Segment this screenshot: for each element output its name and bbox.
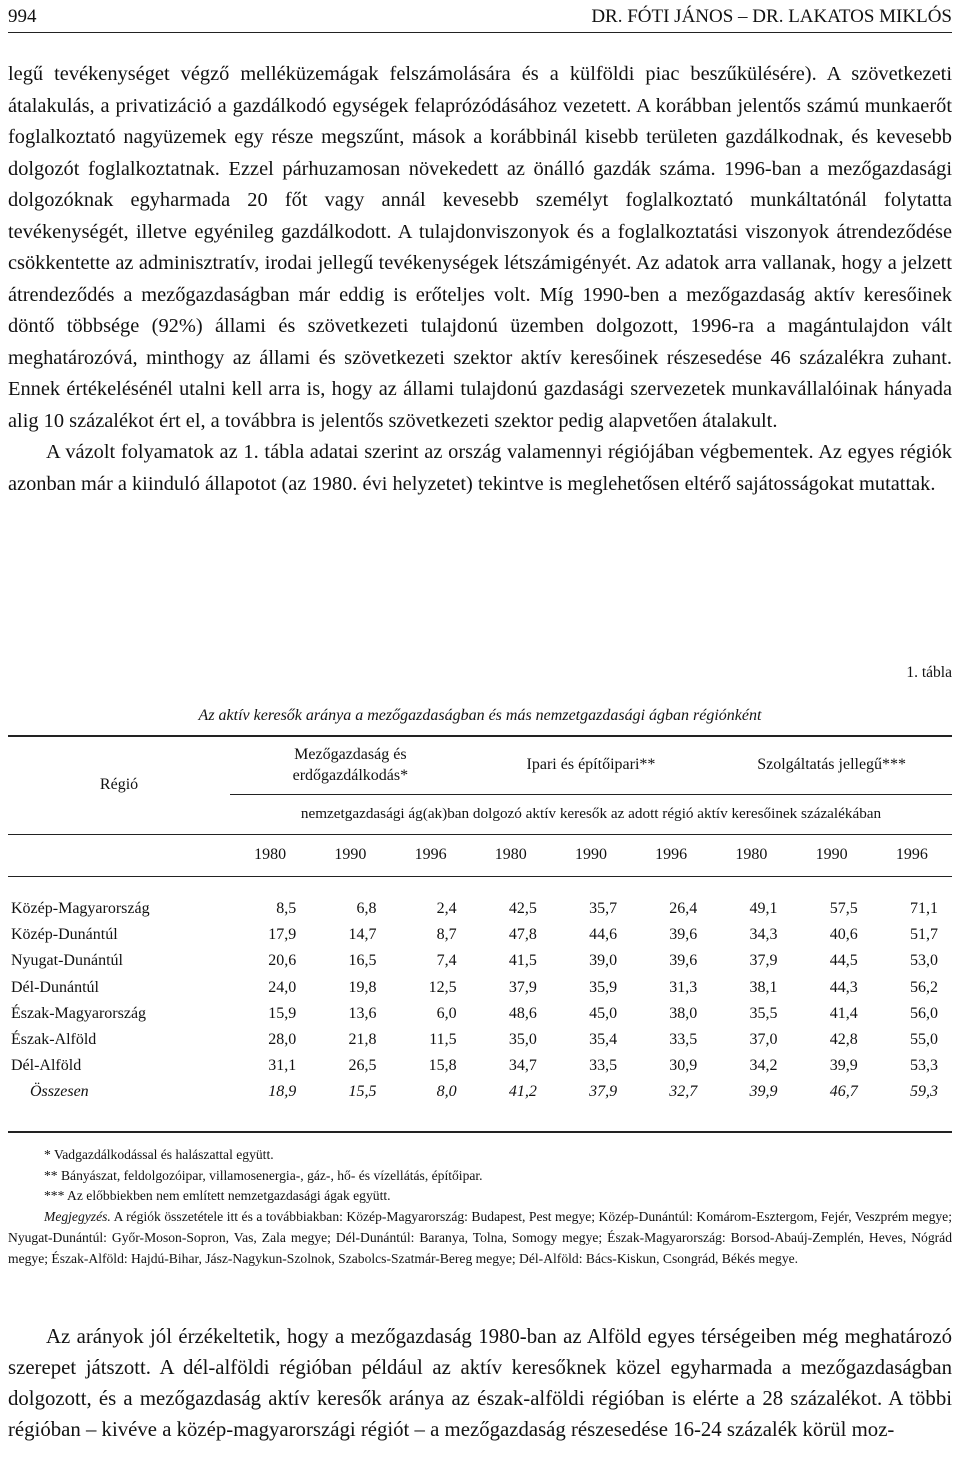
table-row [8, 975, 952, 1001]
table-cell: 24,0 [268, 978, 297, 996]
table-cell: 35,7 [589, 900, 618, 918]
table-cell: 2,4 [436, 900, 457, 918]
year-header: 1990 [334, 846, 367, 863]
table-cell: 15,9 [268, 1004, 297, 1022]
note-label: Megjegyzés. [44, 1209, 111, 1225]
table-row [8, 1027, 952, 1053]
page-number: 994 [8, 6, 37, 27]
running-head-authors: DR. FÓTI JÁNOS – DR. LAKATOS MIKLÓS [591, 6, 952, 27]
table-cell: 47,8 [508, 926, 537, 944]
paragraph: legű tevékenységet végző melléküzemágak felszámolására és a külföldi piac beszűkülésére). A szövetkezeti átalakulás, a privatizáció a gazdálkodó egységek felaprózódásához vezetett. A korábban jelentős számú munkaerőt foglalkoztató nagyüzemek egy része megszűnt, mások a korábbinál kisebb területen gazdálkodnak, és kevesebb dolgozót foglalkoztatnak. Ezzel párhuzamosan növekedett az önálló gazdák száma. 1996-ban a mezőgazdasági dolgozóknak egyharmada 20 főt vagy annál kevesebb személyt foglalkoztató munkáltatónál folytatta tevékenységét, illetve egyénileg gazdálkodott. A tulajdonviszonyok és a foglalkoztatási viszonyok átrendeződése csökkentette az adminisztratív, irodai jellegű tevékenységek létszámigényét. Az adatok arra vallanak, hogy a jelzett átrendeződés a mezőgazdaságban már eddig is erőteljes volt. Míg 1990-ben a mezőgazdaság aktív keresőinek döntő többsége (92%) állami és szövetkezeti tulajdonú üzemben dolgozott, 1996-ra a magántulajdon vált meghatározóvá, minthogy az állami és szövetkezeti szektor aktív keresőinek részesedése 46 százalékra zuhant. Ennek értékelésénél utalni kell arra is, hogy az állami tulajdonú gazdasági szervezetek munkavállalóinak hányada alig 10 százalékot ért el, a továbbra is jelentős szövetkezeti szektor pedig alapvetően átalakult. [8, 63, 952, 432]
table-cell: 30,9 [669, 1057, 698, 1075]
table-cell: 42,5 [508, 900, 537, 918]
table-cell: 51,7 [910, 926, 938, 944]
region-label: Észak-Magyarország [11, 1004, 147, 1022]
table-row [8, 1053, 952, 1079]
table-cell: 39,6 [669, 952, 698, 970]
table-cell: 37,9 [508, 978, 537, 996]
sub-header: nemzetgazdasági ág(ak)ban dolgozó aktív keresők az adott régió aktív keresőinek százalékában [230, 794, 952, 834]
table-cell: 8,5 [276, 900, 297, 918]
table-cell: 45,0 [589, 1004, 618, 1022]
region-label: Közép-Dunántúl [11, 926, 118, 944]
region-label: Dél-Dunántúl [11, 978, 99, 996]
note-text: A régiók összetétele itt és a továbbiakban: Közép-Magyarország: Budapest, Pest megye; Közép-Dunántúl: Komárom-Esztergom, Fejér, Veszprém megye; Nyugat-Dunántúl: Győr-Moson-Sopron, Vas, Zala megye; Dél-Dunántúl: Baranya, Tolna, Somogy megye; Észak-Magyarország: Borsod-Abaúj-Zemplén, Heves, Nógrád megye; Észak-Alföld: Hajdú-Bihar, Jász-Nagykun-Szolnok, Szabolcs-Szatmár-Bereg megye; Dél-Alföld: Bács-Kiskun, Csongrád, Békés megye. [8, 1209, 952, 1266]
table-notes [8, 1145, 952, 1269]
table-cell: 40,6 [829, 926, 858, 944]
table-cell: 21,8 [348, 1031, 377, 1049]
region-label: Összesen [30, 1083, 89, 1101]
table-cell: 46,7 [829, 1083, 858, 1101]
table-cell: 18,9 [268, 1083, 297, 1101]
paragraph: Az arányok jól érzékeltetik, hogy a mezőgazdaság 1980-ban az Alföld egyes térségeiben még meghatározó szerepet játszott. A dél-alföldi régióban például az aktív keresőknek közel egyharmada a mezőgazdaságban dolgozott, és a mezőgazdaság aktív keresők aránya az észak-alföldi régióban is elérte a 28 százalékot. A többi régióban – kivéve a közép-magyarországi régiót – a mezőgazdaság részesedése 16-24 százalék körül moz- [8, 1325, 952, 1441]
table-cell: 7,4 [436, 952, 457, 970]
year-header: 1996 [655, 846, 688, 863]
region-label: Észak-Alföld [11, 1031, 97, 1049]
table-cell: 41,5 [508, 952, 537, 970]
table-number: 1. tábla [906, 664, 952, 681]
table-cell: 48,6 [508, 1004, 537, 1022]
table-cell: 38,0 [669, 1004, 698, 1022]
year-header: 1996 [414, 846, 447, 863]
table-cell: 59,3 [910, 1083, 938, 1101]
table-caption: Az aktív keresők aránya a mezőgazdaságban és más nemzetgazdasági ágban régiónként [198, 707, 762, 724]
table-cell: 44,3 [829, 978, 858, 996]
year-header: 1980 [494, 846, 527, 863]
table-cell: 55,0 [910, 1031, 938, 1049]
total-row [8, 1079, 952, 1105]
table-cell: 19,8 [348, 978, 377, 996]
table-cell: 34,2 [749, 1057, 778, 1075]
table-cell: 6,0 [436, 1004, 457, 1022]
table-cell: 35,5 [749, 1004, 778, 1022]
table-cell: 39,9 [829, 1057, 858, 1075]
table-row [8, 948, 952, 974]
table-cell: 39,9 [749, 1083, 778, 1101]
table-cell: 28,0 [268, 1031, 297, 1049]
note [8, 1207, 952, 1269]
table-cell: 57,5 [829, 900, 858, 918]
group-header-agriculture: Mezőgazdaság és erdőgazdálkodás* [292, 746, 409, 785]
table-cell: 33,5 [589, 1057, 618, 1075]
table-cell: 39,0 [589, 952, 618, 970]
table-cell: 38,1 [749, 978, 778, 996]
table-cell: 20,6 [268, 952, 297, 970]
table-cell: 37,9 [589, 1083, 618, 1101]
table-cell: 53,3 [910, 1057, 938, 1075]
table-cell: 15,5 [348, 1083, 377, 1101]
intro-text [8, 59, 952, 500]
table-cell: 37,0 [749, 1031, 778, 1049]
table-cell: 35,4 [589, 1031, 618, 1049]
table-cell: 14,7 [348, 926, 377, 944]
table-cell: 26,5 [348, 1057, 377, 1075]
footnote: * Vadgazdálkodással és halászattal együtt. [44, 1147, 274, 1162]
year-header: 1996 [895, 846, 928, 863]
table-cell: 37,9 [749, 952, 778, 970]
region-header: Régió [99, 776, 139, 794]
table-cell: 6,8 [356, 900, 377, 918]
table-bottom-rule [8, 1131, 952, 1133]
outro-text [8, 1321, 952, 1445]
footnote: ** Bányászat, feldolgozóipar, villamosenergia-, gáz-, hő- és vízellátás, építőipar. [44, 1167, 483, 1183]
table-cell: 13,6 [348, 1004, 377, 1022]
table-cell: 49,1 [749, 900, 778, 918]
table-cell: 71,1 [910, 900, 938, 918]
table-cell: 33,5 [669, 1031, 698, 1049]
paragraph: A vázolt folyamatok az 1. tábla adatai szerint az ország valamennyi régiójában végbementek. Az egyes régiók azonban már a kiinduló állapotot (az 1980. évi helyzetet) tekintve is meglehetősen eltérő sajátosságokat mutattak. [8, 441, 952, 495]
year-header: 1980 [254, 846, 287, 863]
table-cell: 35,0 [508, 1031, 537, 1049]
year-header: 1990 [815, 846, 848, 863]
table-cell: 39,6 [669, 926, 698, 944]
table-cell: 31,1 [268, 1057, 297, 1075]
footnote: *** Az előbbiekben nem említett nemzetgazdasági ágak együtt. [44, 1188, 391, 1204]
table-cell: 53,0 [910, 952, 938, 970]
table-cell: 44,5 [829, 952, 858, 970]
table-cell: 34,7 [508, 1057, 537, 1075]
table-cell: 56,2 [910, 978, 938, 996]
group-header-industry: Ipari és építőipari** [526, 756, 656, 774]
page-header [8, 4, 952, 33]
table-cell: 16,5 [348, 952, 377, 970]
table-cell: 41,2 [508, 1083, 537, 1101]
table-cell: 44,6 [589, 926, 618, 944]
table-cell: 8,0 [436, 1083, 457, 1101]
table-cell: 8,7 [436, 926, 457, 944]
table-cell: 31,3 [669, 978, 698, 996]
region-label: Nyugat-Dunántúl [11, 952, 123, 970]
table-cell: 56,0 [910, 1004, 938, 1022]
table-row [8, 922, 952, 948]
table-cell: 42,8 [829, 1031, 858, 1049]
table-row [8, 896, 952, 922]
table-cell: 34,3 [749, 926, 778, 944]
region-label: Közép-Magyarország [11, 900, 150, 918]
year-header: 1980 [735, 846, 768, 863]
table-row [8, 1001, 952, 1027]
table-cell: 32,7 [669, 1083, 698, 1101]
table-cell: 15,8 [428, 1057, 457, 1075]
table-cell: 17,9 [268, 926, 297, 944]
table-cell: 26,4 [669, 900, 698, 918]
table-cell: 11,5 [429, 1031, 457, 1049]
table-cell: 41,4 [829, 1004, 858, 1022]
table-cell: 35,9 [589, 978, 618, 996]
group-header-services: Szolgáltatás jellegű*** [757, 756, 907, 774]
year-header: 1990 [574, 846, 607, 863]
table-cell: 12,5 [428, 978, 457, 996]
data-table [8, 735, 952, 1106]
region-label: Dél-Alföld [11, 1057, 82, 1075]
